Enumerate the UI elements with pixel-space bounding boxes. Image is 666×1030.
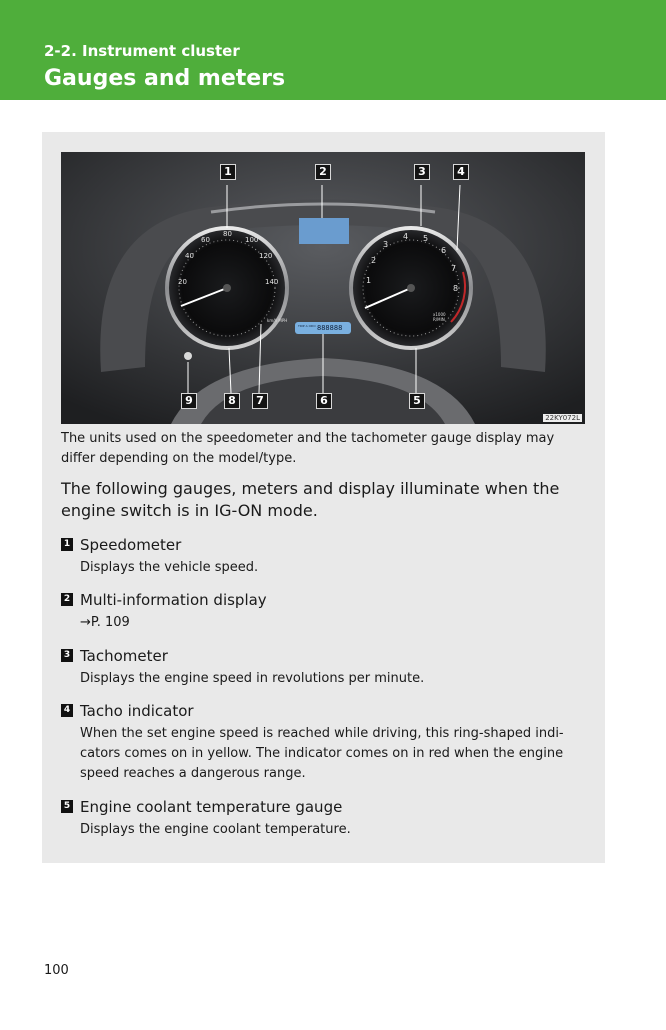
- item-description: When the set engine speed is reached while driving, this ring-shaped indi-cators comes on in yellow. The indicator comes on in red when the engine speed reaches a dangerous range.: [80, 726, 564, 781]
- rpm-tick-label: 4: [403, 232, 409, 241]
- speed-tick-label: 140: [265, 278, 279, 286]
- section-label: 2-2. Instrument cluster: [44, 42, 240, 60]
- callout-item-9: 9: [181, 393, 197, 409]
- speed-tick-label: 60: [201, 236, 210, 244]
- item-number-badge: 1: [61, 538, 73, 551]
- item-title: Tacho indicator: [80, 702, 194, 720]
- rpm-tick-label: 7: [451, 264, 457, 273]
- item-description: Displays the engine coolant temperature.: [80, 822, 351, 837]
- odometer-value: 888888: [317, 324, 343, 332]
- page-number: 100: [44, 963, 69, 978]
- item-title: Multi-information display: [80, 591, 267, 609]
- units-note: The units used on the speedometer and the tachometer gauge display may differ depending on the model/type.: [61, 431, 555, 466]
- rpm-tick-label: 1: [366, 276, 372, 285]
- item-description: Displays the engine speed in revolutions per minute.: [80, 671, 425, 686]
- speed-tick-label: 120: [259, 252, 273, 260]
- odometer-label: TRIP A ODO: [298, 324, 316, 328]
- callout-odometer: 6: [316, 393, 332, 409]
- list-item: [61, 796, 587, 840]
- figure-code: 22KY072L: [545, 414, 580, 422]
- speed-tick-label: 80: [223, 230, 232, 238]
- item-number-badge: 5: [61, 800, 73, 813]
- callout-item-8: 8: [224, 393, 240, 409]
- item-title: Tachometer: [80, 647, 168, 665]
- item-description: Displays the vehicle speed.: [80, 560, 259, 575]
- callout-item-7: 7: [252, 393, 268, 409]
- callout-speedometer: 1: [220, 164, 236, 180]
- list-item: [61, 534, 587, 578]
- item-number-badge: 2: [61, 593, 73, 606]
- speed-unit-label: km/h MPH: [267, 318, 288, 323]
- item-number-badge: 3: [61, 649, 73, 662]
- page-reference-link[interactable]: →P. 109: [80, 615, 130, 630]
- rpm-unit-label: x1000 R/MIN: [433, 312, 446, 322]
- callout-tacho-indicator: 4: [453, 164, 469, 180]
- intro-paragraph: The following gauges, meters and display illuminate when the engine switch is in IG-ON mode.: [61, 479, 560, 520]
- list-item: [61, 700, 587, 784]
- rpm-tick-label: 5: [423, 234, 429, 243]
- rpm-tick-label: 3: [383, 240, 389, 249]
- callout-multi-information-display: 2: [315, 164, 331, 180]
- item-title: Speedometer: [80, 536, 182, 554]
- item-title: Engine coolant temperature gauge: [80, 798, 343, 816]
- rpm-tick-label: 8: [453, 284, 459, 293]
- callout-leader-lines: [61, 152, 585, 424]
- list-item: [61, 645, 587, 689]
- rpm-tick-label: 6: [441, 246, 447, 255]
- page-title: Gauges and meters: [44, 66, 286, 91]
- callout-coolant-gauge: 5: [409, 393, 425, 409]
- instrument-cluster-figure: [61, 152, 585, 424]
- speed-tick-label: 100: [245, 236, 259, 244]
- chapter-header: [0, 0, 666, 100]
- item-number-badge: 4: [61, 704, 73, 717]
- speed-tick-label: 20: [178, 278, 187, 286]
- list-item: [61, 589, 587, 633]
- content-panel: [42, 132, 605, 863]
- speed-tick-label: 40: [185, 252, 194, 260]
- callout-tachometer: 3: [414, 164, 430, 180]
- rpm-tick-label: 2: [371, 256, 377, 265]
